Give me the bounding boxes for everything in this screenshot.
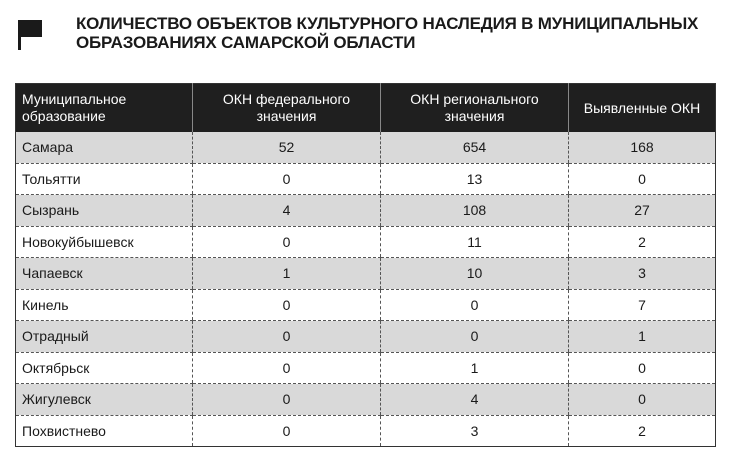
flag-icon (18, 20, 42, 50)
table-row (16, 321, 716, 353)
cell-identified: 168 (569, 132, 716, 163)
cell-identified: 3 (569, 258, 716, 290)
cell-regional: 0 (381, 321, 569, 353)
column-header-identified: Выявленные ОКН (569, 84, 716, 133)
table-row (16, 415, 716, 447)
table-row (16, 352, 716, 384)
cell-federal: 4 (193, 195, 381, 227)
cell-municipality: Самара (16, 132, 193, 163)
page-title: КОЛИЧЕСТВО ОБЪЕКТОВ КУЛЬТУРНОГО НАСЛЕДИЯ В МУНИЦИПАЛЬНЫХ ОБРАЗОВАНИЯХ САМАРСКОЙ ОБЛАСТИ (76, 14, 699, 52)
cell-identified: 7 (569, 289, 716, 321)
cell-federal: 0 (193, 163, 381, 195)
table-row (16, 226, 716, 258)
table-row (16, 195, 716, 227)
cell-regional: 108 (381, 195, 569, 227)
cell-federal: 52 (193, 132, 381, 163)
cell-municipality: Октябрьск (16, 352, 193, 384)
cell-identified: 0 (569, 384, 716, 416)
cell-regional: 11 (381, 226, 569, 258)
cell-municipality: Сызрань (16, 195, 193, 227)
cell-regional: 3 (381, 415, 569, 447)
cell-federal: 0 (193, 226, 381, 258)
heritage-table (15, 83, 716, 447)
table-row (16, 163, 716, 195)
column-header-federal: ОКН федерального значения (193, 84, 381, 133)
cell-regional: 10 (381, 258, 569, 290)
cell-municipality: Отрадный (16, 321, 193, 353)
cell-identified: 27 (569, 195, 716, 227)
table-row (16, 132, 716, 163)
cell-regional: 4 (381, 384, 569, 416)
cell-federal: 0 (193, 352, 381, 384)
cell-federal: 0 (193, 289, 381, 321)
cell-municipality: Жигулевск (16, 384, 193, 416)
cell-municipality: Новокуйбышевск (16, 226, 193, 258)
cell-identified: 2 (569, 226, 716, 258)
cell-federal: 0 (193, 384, 381, 416)
cell-regional: 0 (381, 289, 569, 321)
table-row (16, 289, 716, 321)
cell-identified: 2 (569, 415, 716, 447)
cell-municipality: Кинель (16, 289, 193, 321)
cell-regional: 13 (381, 163, 569, 195)
cell-identified: 0 (569, 163, 716, 195)
cell-municipality: Чапаевск (16, 258, 193, 290)
cell-federal: 0 (193, 321, 381, 353)
cell-federal: 0 (193, 415, 381, 447)
table-header-row (16, 84, 716, 133)
page-header (18, 14, 718, 58)
cell-identified: 0 (569, 352, 716, 384)
cell-federal: 1 (193, 258, 381, 290)
cell-municipality: Тольятти (16, 163, 193, 195)
table-row (16, 258, 716, 290)
cell-regional: 654 (381, 132, 569, 163)
cell-regional: 1 (381, 352, 569, 384)
column-header-regional: ОКН регионального значения (381, 84, 569, 133)
column-header-municipality: Муниципальное образование (16, 84, 193, 133)
cell-identified: 1 (569, 321, 716, 353)
table-row (16, 384, 716, 416)
cell-municipality: Похвистнево (22, 422, 106, 439)
